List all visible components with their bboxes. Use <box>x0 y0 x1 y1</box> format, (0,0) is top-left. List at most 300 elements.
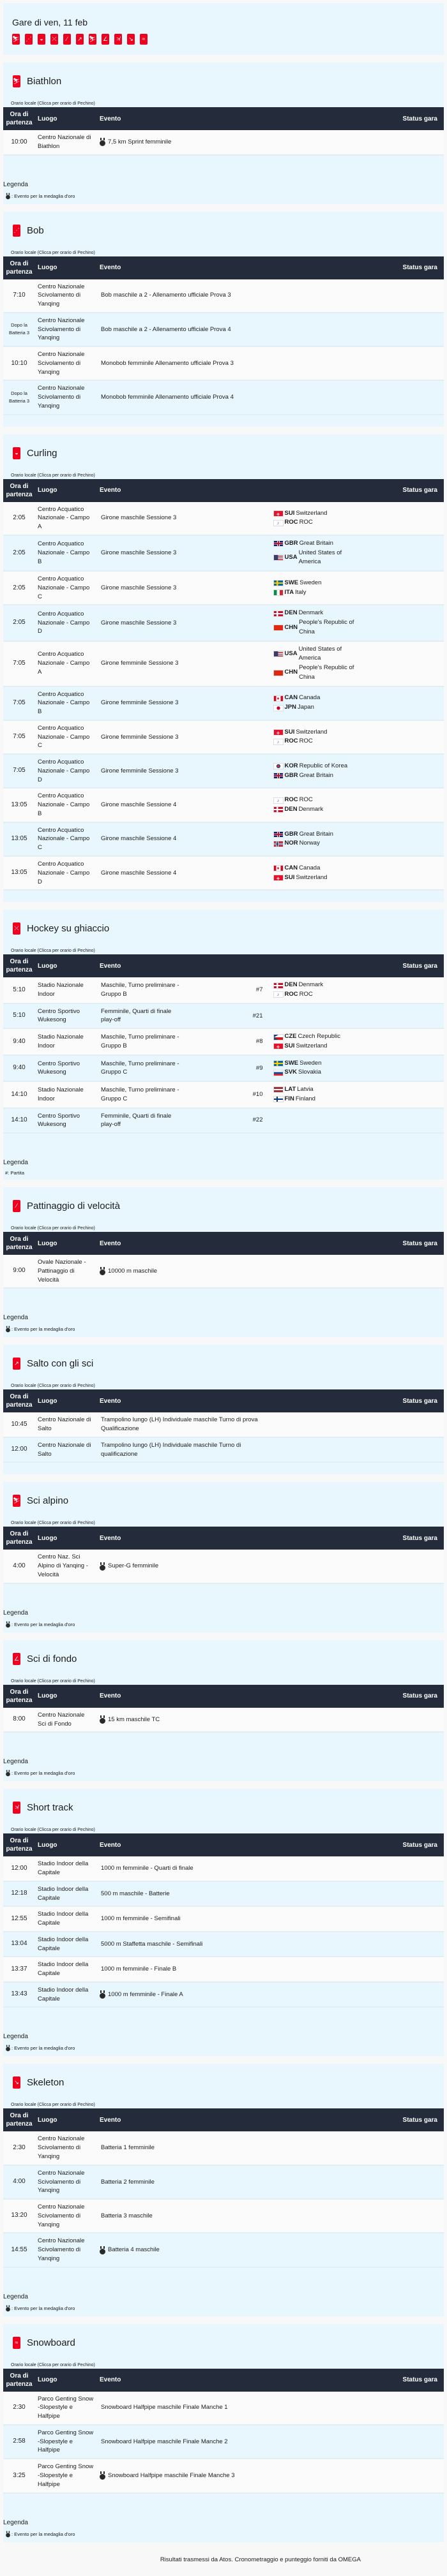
event-name[interactable]: Monobob femminile Allenamento ufficiale Prova 3 <box>101 359 234 367</box>
match-number <box>184 571 271 605</box>
team-sui[interactable] <box>273 509 355 519</box>
race-status <box>271 1412 444 1437</box>
day-header <box>3 3 444 55</box>
short-track-icon[interactable]: ≯ <box>114 34 122 45</box>
table-row[interactable] <box>3 1028 444 1055</box>
timezone-toggle-link[interactable]: Orario locale (Clicca per orario di Pechino) <box>11 1678 95 1684</box>
event-name[interactable]: Girone femminile Sessione 3 <box>101 733 179 741</box>
event-cell <box>97 1856 271 1881</box>
schedule-table <box>3 954 444 1134</box>
table-row[interactable] <box>3 2165 444 2199</box>
flag-nor-icon <box>273 841 284 847</box>
event-name[interactable]: 15 km maschile TC <box>108 1715 160 1723</box>
table-row[interactable] <box>3 977 444 1003</box>
footer-credits: Risultati trasmessi da Atos. Cronometraggio e punteggio forniti da OMEGA <box>160 2556 361 2563</box>
event <box>101 291 268 300</box>
team-name: ROC <box>299 991 313 998</box>
timezone-toggle-link[interactable]: Orario locale (Clicca per orario di Pechino) <box>11 1828 95 1833</box>
legend-item <box>3 2044 444 2052</box>
event-cell <box>97 754 184 788</box>
table-row[interactable] <box>3 1255 444 1288</box>
col-header-time: Ora di partenza <box>6 1530 33 1546</box>
race-status <box>271 2459 444 2492</box>
race-status <box>357 1081 444 1107</box>
legend <box>3 2268 444 2316</box>
event <box>101 834 181 843</box>
event <box>101 1914 268 1923</box>
teams <box>271 1081 358 1107</box>
team-cze[interactable] <box>273 1032 355 1042</box>
event-cell <box>97 1550 271 1583</box>
table-row[interactable] <box>3 1055 444 1081</box>
section-header <box>3 1345 444 1384</box>
venue: Centro Nazionale Scivolamento di Yanqing <box>38 351 85 376</box>
table-header-row <box>3 2369 444 2392</box>
legend-title: Legenda <box>3 1758 28 1766</box>
venue: Parco Genting Snow -Slopestyle e Halfpipe <box>38 2395 94 2420</box>
flag-can-icon: ♦ <box>273 865 284 871</box>
schedule-table <box>3 1685 444 1733</box>
sport-section-alpine-skiing <box>3 1482 444 1632</box>
event-name[interactable]: Bob maschile a 2 - Allenamento ufficiale Prova 4 <box>101 325 231 333</box>
table-row[interactable] <box>3 380 444 414</box>
venue: Centro Nazionale Scivolamento di Yanqing <box>38 283 85 308</box>
start-time: 12:18 <box>11 1890 27 1897</box>
table-row[interactable] <box>3 822 444 856</box>
event <box>101 393 268 402</box>
skeleton-icon[interactable]: ↘ <box>127 34 135 45</box>
team-name: Denmark <box>298 981 324 989</box>
team-nor[interactable] <box>273 839 355 848</box>
table-row[interactable] <box>3 313 444 346</box>
event <box>100 138 268 147</box>
gold-medal-icon <box>100 1715 105 1724</box>
col-header-event: Evento <box>100 1397 121 1405</box>
team-den[interactable] <box>273 981 355 990</box>
team-name: Republic of Korea <box>299 762 348 770</box>
section-title: Pattinaggio di velocità <box>27 1201 120 1212</box>
gold-medal-icon <box>100 1562 105 1571</box>
table-row[interactable] <box>3 535 444 571</box>
team-jpn[interactable] <box>273 703 355 713</box>
event-name[interactable]: Monobob femminile Allenamento ufficiale Prova 4 <box>101 394 234 401</box>
event-name[interactable]: Snowboard Halfpipe maschile Finale Manche 3 <box>108 2472 235 2480</box>
start-time: 2:05 <box>13 619 26 626</box>
start-time: 10:00 <box>11 138 27 145</box>
venue: Centro Nazionale di Biathlon <box>38 134 91 150</box>
table-row[interactable] <box>3 2233 444 2267</box>
team-roc[interactable] <box>273 796 355 805</box>
gold-medal-icon <box>6 1770 10 1777</box>
biathlon-icon: ⛷ <box>13 75 20 87</box>
start-time: 13:43 <box>11 1990 27 1998</box>
table-row[interactable] <box>3 2459 444 2492</box>
col-header-event: Evento <box>100 1534 121 1542</box>
venue: Centro Acquatico Nazionale - Campo B <box>38 792 90 817</box>
venue: Stadio Indoor della Capitale <box>38 1986 89 2002</box>
event-cell <box>97 605 184 640</box>
race-status <box>271 1957 444 1982</box>
event-name[interactable]: Girone femminile Sessione 3 <box>101 699 179 707</box>
team-roc[interactable] <box>273 518 355 528</box>
team-can[interactable] <box>273 864 355 873</box>
event-cell <box>97 313 271 346</box>
table-row[interactable] <box>3 788 444 822</box>
table-row[interactable] <box>3 2199 444 2233</box>
legend-title: Legenda <box>3 1314 28 1322</box>
event-name[interactable]: Femminile, Quarti di finale play-off <box>101 1112 172 1129</box>
race-status <box>271 2392 444 2425</box>
cross-country-icon: ∠ <box>13 1653 20 1665</box>
event-cell <box>97 1081 184 1107</box>
schedule-table <box>3 2108 444 2267</box>
event-name[interactable]: Girone maschile Sessione 4 <box>101 835 177 843</box>
start-time: 2:05 <box>13 514 26 522</box>
table-row[interactable] <box>3 720 444 754</box>
start-time: 5:10 <box>13 1012 26 1019</box>
event-name[interactable]: Girone femminile Sessione 3 <box>101 660 179 667</box>
event-name[interactable]: Maschile, Turno preliminare - Gruppo B <box>101 982 179 998</box>
timezone-toggle-link[interactable]: Orario locale (Clicca per orario di Pechino) <box>11 1384 95 1389</box>
cross-country-icon[interactable]: ∠ <box>102 34 109 45</box>
table-row[interactable] <box>3 754 444 788</box>
table-row[interactable] <box>3 1437 444 1463</box>
event-name[interactable]: Trampolino lungo (LH) Individuale maschile Turno di prova Qualificazione <box>101 1416 258 1433</box>
start-time: 14:55 <box>11 2246 27 2253</box>
team-roc[interactable] <box>273 737 355 746</box>
event-name[interactable]: Girone maschile Sessione 3 <box>101 619 177 626</box>
team-svk[interactable] <box>273 1068 355 1077</box>
table-header-row <box>3 2108 444 2131</box>
event-name[interactable]: Batteria 4 maschile <box>108 2246 160 2254</box>
race-status <box>357 720 444 754</box>
section-header <box>3 434 444 473</box>
section-header <box>3 1640 444 1679</box>
table-row[interactable] <box>3 1906 444 1932</box>
race-status <box>357 641 444 686</box>
team-code: DEN <box>284 609 298 617</box>
event-name[interactable]: Snowboard Halfpipe maschile Finale Manche 1 <box>101 2404 228 2411</box>
event-name[interactable]: Batteria 3 maschile <box>101 2212 153 2219</box>
table-row[interactable] <box>3 641 444 686</box>
speed-skating-icon[interactable]: ⁄ <box>63 34 71 45</box>
ice-hockey-icon: ⤫ <box>13 922 20 935</box>
event-name[interactable]: 1000 m femminile - Quarti di finale <box>101 1865 193 1872</box>
table-row[interactable] <box>3 571 444 605</box>
match-number: #21 <box>252 1012 263 1019</box>
table-row[interactable] <box>3 346 444 380</box>
start-time: 9:40 <box>13 1037 26 1045</box>
section-header <box>3 1482 444 1521</box>
table-row[interactable] <box>3 2131 444 2165</box>
table-row[interactable] <box>3 1932 444 1957</box>
teams <box>271 1108 358 1134</box>
table-row[interactable] <box>3 856 444 890</box>
start-time: 8:00 <box>13 1715 26 1723</box>
team-swe[interactable] <box>273 579 355 588</box>
table-row[interactable] <box>3 502 444 535</box>
flag-den-icon <box>273 806 284 813</box>
start-time: 2:05 <box>13 584 26 591</box>
event <box>101 1060 181 1077</box>
venue: Centro Sportivo Wukesong <box>38 1007 80 1024</box>
event-name[interactable]: Maschile, Turno preliminare - Gruppo C <box>101 1086 179 1102</box>
venue: Centro Nazionale Scivolamento di Yanqing <box>38 2135 85 2160</box>
team-name: Sweden <box>299 579 322 587</box>
event <box>101 659 181 668</box>
event-name[interactable]: 7,5 km Sprint femminile <box>108 138 172 145</box>
team-den[interactable] <box>273 805 355 815</box>
team-name: Great Britain <box>299 771 333 779</box>
table-row[interactable] <box>3 2392 444 2425</box>
event-name[interactable]: 500 m maschile - Batterie <box>101 1890 170 1897</box>
start-time: 2:58 <box>13 2438 26 2445</box>
start-time: 12:00 <box>11 1864 27 1872</box>
event-name[interactable]: Girone maschile Sessione 4 <box>101 801 177 809</box>
flag-sui-icon: + <box>273 875 284 881</box>
section-title: Curling <box>27 447 57 459</box>
team-chn[interactable] <box>273 663 355 682</box>
team-code: SWE <box>284 1059 299 1067</box>
timezone-toggle-link[interactable]: Orario locale (Clicca per orario di Pechino) <box>11 2362 95 2367</box>
event-name[interactable]: Snowboard Halfpipe maschile Finale Manche 2 <box>101 2438 228 2445</box>
team-code: NOR <box>284 840 298 847</box>
flag-roc-icon: ♪ <box>273 797 284 804</box>
event-name[interactable]: Trampolino lungo (LH) Individuale maschile Turno di qualificazione <box>101 1441 241 1458</box>
table-row[interactable] <box>3 1708 444 1733</box>
event <box>101 1416 268 1433</box>
table-row[interactable] <box>3 1081 444 1107</box>
table-row[interactable] <box>3 1982 444 2008</box>
sport-section-snowboard <box>3 2324 444 2542</box>
alpine-skiing-icon[interactable]: ⛷ <box>89 34 96 45</box>
schedule-table <box>3 1389 444 1463</box>
table-row[interactable] <box>3 1003 444 1029</box>
legend-text: : Evento per la medaglia d'oro <box>11 1770 75 1777</box>
team-code: JPN <box>284 704 296 711</box>
timezone-toggle-link[interactable]: Orario locale (Clicca per orario di Pechino) <box>11 101 95 106</box>
team-ita[interactable] <box>273 588 355 598</box>
event-cell <box>97 2199 271 2233</box>
team-usa[interactable] <box>273 549 355 567</box>
event <box>101 1441 268 1459</box>
col-header-event: Evento <box>100 2116 121 2124</box>
event-cell <box>97 1003 184 1029</box>
team-swe[interactable] <box>273 1059 355 1069</box>
event <box>101 1007 181 1025</box>
team-chn[interactable] <box>273 618 355 637</box>
team-sui[interactable] <box>273 873 355 883</box>
section-header <box>3 1187 444 1226</box>
col-header-status: Status gara <box>402 2116 437 2124</box>
timezone-toggle-link[interactable]: Orario locale (Clicca per orario di Pechino) <box>11 1226 95 1231</box>
col-header-time: Ora di partenza <box>6 1688 33 1704</box>
team-can[interactable] <box>273 693 355 703</box>
event-cell <box>97 346 271 380</box>
legend <box>3 1289 444 1337</box>
legend-text: #: Partita <box>5 1170 25 1176</box>
event-cell <box>97 1906 271 1932</box>
event-name[interactable]: Femminile, Quarti di finale play-off <box>101 1007 172 1024</box>
legend-text: : Evento per la medaglia d'oro <box>11 1326 75 1333</box>
start-time: 2:30 <box>13 2143 26 2151</box>
team-fin[interactable] <box>273 1095 355 1104</box>
snowboard-icon[interactable]: ≈ <box>140 34 148 45</box>
table-row[interactable] <box>3 1856 444 1881</box>
col-header-venue: Luogo <box>38 962 57 970</box>
table-row[interactable] <box>3 279 444 313</box>
ski-jumping-icon[interactable]: ↗ <box>76 34 84 45</box>
race-status <box>357 856 444 890</box>
table-row[interactable] <box>3 1550 444 1583</box>
team-roc[interactable] <box>273 990 355 1000</box>
event <box>101 1086 181 1104</box>
team-sui[interactable] <box>273 728 355 737</box>
team-code: SUI <box>284 728 295 736</box>
match-number <box>184 641 271 686</box>
event-name[interactable]: Girone femminile Sessione 3 <box>101 767 179 774</box>
table-row[interactable] <box>3 686 444 720</box>
venue: Centro Acquatico Nazionale - Campo D <box>38 610 90 635</box>
table-header-row <box>3 479 444 502</box>
col-header-time: Ora di partenza <box>6 2112 33 2128</box>
col-header-status: Status gara <box>402 264 437 272</box>
schedule-table <box>3 479 444 891</box>
team-name: Canada <box>299 864 321 871</box>
teams <box>271 1028 358 1055</box>
event-name[interactable]: 10000 m maschile <box>108 1267 158 1275</box>
table-row[interactable] <box>3 1957 444 1982</box>
table-row[interactable] <box>3 1108 444 1134</box>
team-den[interactable] <box>273 609 355 618</box>
table-row[interactable] <box>3 1881 444 1907</box>
venue: Parco Genting Snow -Slopestyle e Halfpipe <box>38 2429 94 2454</box>
venue: Centro Naz. Sci Alpino di Yanqing - Velocità <box>38 1553 88 1578</box>
curling-icon[interactable]: ◒ <box>38 34 45 45</box>
start-time: 4:00 <box>13 2178 26 2186</box>
table-row[interactable] <box>3 605 444 640</box>
start-time: 9:40 <box>13 1064 26 1072</box>
event-name[interactable]: 5000 m Staffetta maschile - Semifinali <box>101 1940 203 1948</box>
match-number <box>184 754 271 788</box>
event-name[interactable]: Girone maschile Sessione 4 <box>101 869 177 877</box>
flag-roc-icon: ♪ <box>273 991 284 998</box>
event-cell <box>97 502 184 535</box>
event <box>100 1562 268 1571</box>
team-code: CHN <box>284 669 298 676</box>
event-cell <box>97 977 184 1003</box>
biathlon-icon[interactable]: ⛷ <box>12 34 20 45</box>
flag-can-icon: ♦ <box>273 695 284 702</box>
legend-title: Legenda <box>3 1159 28 1167</box>
team-gbr[interactable] <box>273 771 355 781</box>
section-title: Skeleton <box>27 2077 64 2089</box>
race-status <box>271 1982 444 2008</box>
table-row[interactable] <box>3 2425 444 2459</box>
event-name[interactable]: Girone maschile Sessione 3 <box>101 514 177 522</box>
event-cell <box>97 1108 184 1134</box>
timezone-toggle-link[interactable]: Orario locale (Clicca per orario di Pechino) <box>11 2103 95 2108</box>
team-gbr[interactable] <box>273 539 355 549</box>
event-name[interactable]: 1000 m femminile - Finale A <box>108 1990 183 1998</box>
flag-den-icon <box>273 982 284 989</box>
event-name[interactable]: Maschile, Turno preliminare - Gruppo B <box>101 1033 179 1049</box>
event-name[interactable]: Batteria 1 femminile <box>101 2144 155 2152</box>
team-name: Latvia <box>297 1086 314 1093</box>
team-code: CZE <box>284 1033 297 1040</box>
flag-ita-icon <box>273 589 284 596</box>
table-header-row <box>3 1232 444 1255</box>
event-name[interactable]: Batteria 2 femminile <box>101 2178 155 2186</box>
match-number: #22 <box>252 1116 263 1124</box>
event-cell <box>97 788 184 822</box>
race-status <box>271 2425 444 2459</box>
bob-icon[interactable]: ⋰ <box>25 34 33 45</box>
match-number <box>184 535 271 571</box>
section-spacer <box>3 891 444 902</box>
venue: Centro Acquatico Nazionale - Campo A <box>38 505 90 531</box>
ice-hockey-icon[interactable]: ⤫ <box>50 34 58 45</box>
team-kor[interactable] <box>273 762 355 771</box>
race-status <box>271 1856 444 1881</box>
event-name[interactable]: Super-G femminile <box>108 1562 159 1570</box>
timezone-toggle-link[interactable]: Orario locale (Clicca per orario di Pechino) <box>11 473 95 478</box>
ski-jumping-icon: ↗ <box>13 1358 20 1370</box>
event-name[interactable]: Bob maschile a 2 - Allenamento ufficiale Prova 3 <box>101 292 231 299</box>
venue: Stadio Indoor della Capitale <box>38 1961 89 1978</box>
table-row[interactable] <box>3 130 444 155</box>
legend-title: Legenda <box>3 181 28 188</box>
team-code: ROC <box>284 991 298 998</box>
event-cell <box>97 686 184 720</box>
section-title: Snowboard <box>27 2337 75 2348</box>
timezone-toggle-link[interactable]: Orario locale (Clicca per orario di Pechino) <box>11 949 95 954</box>
team-lat[interactable] <box>273 1085 355 1095</box>
col-header-venue: Luogo <box>38 1397 57 1405</box>
legend <box>3 156 444 204</box>
race-status <box>357 1003 444 1029</box>
team-code: FIN <box>284 1095 294 1102</box>
teams <box>271 856 358 890</box>
team-name: United States of America <box>298 645 342 662</box>
start-time: 13:37 <box>11 1965 27 1973</box>
race-status <box>357 605 444 640</box>
team-gbr[interactable] <box>273 830 355 840</box>
flag-roc-icon: ♪ <box>273 520 284 526</box>
col-header-time: Ora di partenza <box>6 482 33 498</box>
race-status <box>357 788 444 822</box>
team-usa[interactable] <box>273 645 355 663</box>
timezone-toggle-link[interactable]: Orario locale (Clicca per orario di Pechino) <box>11 250 95 255</box>
table-header-row <box>3 1833 444 1856</box>
timezone-toggle-link[interactable]: Orario locale (Clicca per orario di Pechino) <box>11 1521 95 1526</box>
schedule-table <box>3 107 444 156</box>
flag-sui-icon: + <box>273 729 284 736</box>
match-number: #8 <box>255 1038 263 1046</box>
event-name[interactable]: Girone maschile Sessione 3 <box>101 549 177 557</box>
table-row[interactable] <box>3 1412 444 1437</box>
table-header-row <box>3 1685 444 1708</box>
event-cell <box>97 279 271 313</box>
start-time: 12:55 <box>11 1914 27 1922</box>
section-spacer <box>3 1463 444 1474</box>
event-name[interactable]: 1000 m femminile - Finale B <box>101 1965 177 1973</box>
team-sui[interactable] <box>273 1042 355 1051</box>
event-name[interactable]: 1000 m femminile - Semifinali <box>101 1915 181 1923</box>
venue: Stadio Nazionale Indoor <box>38 1033 84 1049</box>
event-name[interactable]: Girone maschile Sessione 3 <box>101 584 177 591</box>
event-name[interactable]: Maschile, Turno preliminare - Gruppo C <box>101 1060 179 1076</box>
